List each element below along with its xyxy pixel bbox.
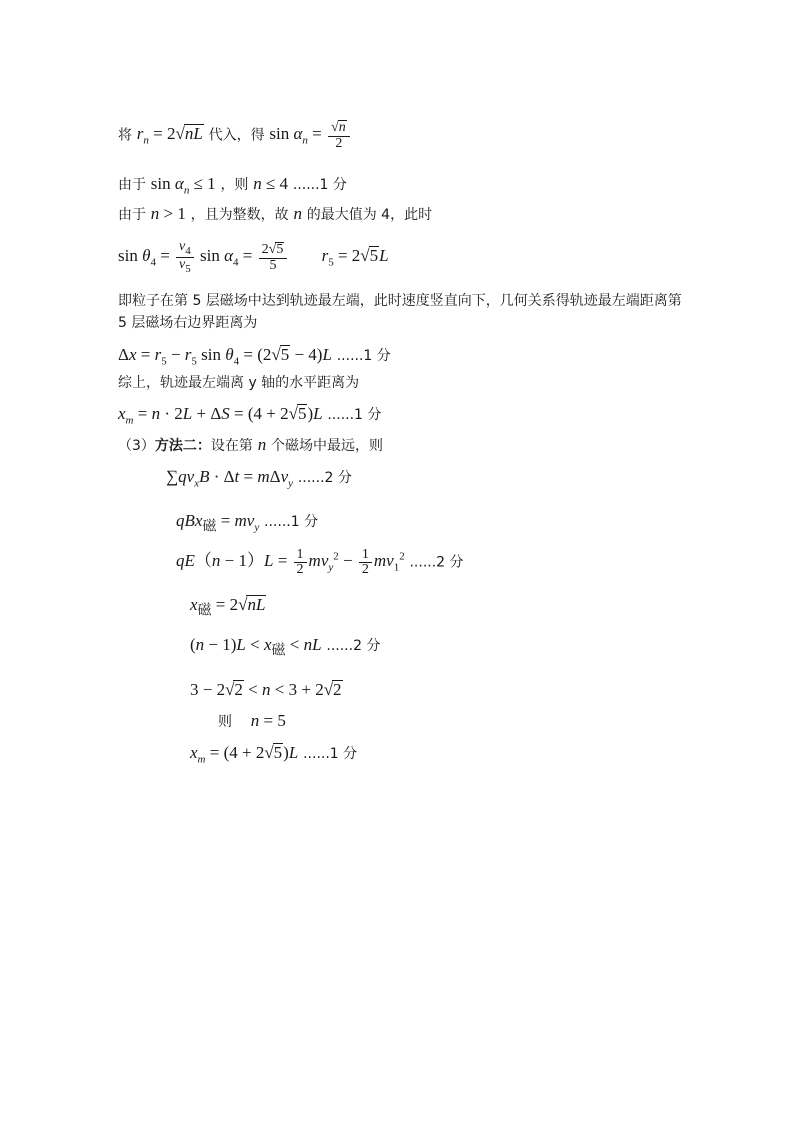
text-summary: 综上，轨迹最左端离 y 轴的水平距离为 — [118, 375, 360, 391]
score-mark: ......1 分 — [303, 746, 358, 762]
line-n-range — [190, 680, 343, 699]
text-prefix: 由于 — [118, 207, 146, 223]
line-xm-final — [190, 743, 357, 765]
formula-sin-alpha: $\sin \alpha_n$ = $\frac{√n}{2}$ — [269, 124, 351, 143]
line-delta-x — [118, 345, 391, 367]
line-substitute-rn — [118, 120, 352, 151]
formula-n-gt-1: n > 1 — [150, 204, 186, 223]
score-mark: ......1 分 — [336, 348, 391, 364]
subscript-ci: 磁 — [202, 518, 217, 535]
formula-sin-theta4: $\sin \theta_4$ = $\frac{v_4}{v_5}$ $\sin \alpha_4$ = $\frac{2√5}{5}$ — [118, 246, 294, 265]
formula-n: n — [293, 204, 302, 223]
formula-r5: $r_5 = 2√5L$ — [321, 246, 389, 269]
formula-qbx: $qBx_磁 = mv_y$ — [176, 511, 260, 535]
formula-n-le-4: n ≤ 4 — [253, 174, 289, 193]
text-leftmost-description: 即粒子在第 5 层磁场中达到轨迹最左端，此时速度竖直向下，几何关系得轨迹最左端距离第 — [118, 293, 682, 309]
line-inequality — [190, 636, 380, 657]
question-number: （3） — [118, 438, 155, 454]
formula-n: n — [257, 435, 267, 454]
formula-rn: $r_n = 2√nL$ — [136, 124, 203, 147]
formula-xm: $x_m = n \cdot 2L + \Delta S = (4 + 2√5)L$ — [118, 404, 323, 427]
text-suppose: 设在第 — [210, 438, 253, 454]
subscript-ci: 磁 — [271, 642, 286, 659]
line-n-max — [118, 205, 432, 222]
line-energy — [176, 548, 464, 577]
score-mark: ......2 分 — [409, 554, 464, 571]
text-prefix: 将 — [118, 127, 132, 144]
text-farthest: 个磁场中最远，则 — [270, 438, 383, 454]
line-sin-theta4 — [118, 240, 389, 275]
line-momentum-sum — [166, 468, 352, 489]
score-mark: ......2 分 — [326, 638, 381, 654]
line-n-equals-5 — [218, 712, 286, 729]
text-then: ，则 — [220, 177, 249, 193]
score-mark: ......1 分 — [327, 407, 382, 423]
line-sin-condition — [118, 175, 347, 196]
score-mark: ......1 分 — [292, 177, 347, 193]
line-xm — [118, 404, 381, 426]
formula-xm-final: $x_m = (4 + 2√5)L$ — [190, 743, 299, 766]
formula-n-range: 3 − 2√2 < n < 3 + 2√2 — [190, 680, 342, 699]
method-label: 方法二： — [154, 438, 211, 454]
text-max-value: 的最大值为 4，此时 — [306, 207, 433, 223]
line-qbx — [176, 512, 318, 533]
formula-x-ci: $x_磁 = 2√nL$ — [190, 595, 266, 619]
text-then: 则 — [218, 714, 232, 730]
text-boundary-distance: 5 层磁场右边界距离为 — [118, 315, 258, 331]
text-prefix: 由于 — [118, 177, 146, 193]
formula-energy: qE（n − 1）L = $\frac{1}{2}$ $mv_y^2$ − $\frac{1}{2}$ $mv_1^2$ — [176, 547, 405, 577]
text-substitute: 代入，得 — [208, 127, 265, 144]
subscript-ci: 磁 — [197, 602, 212, 619]
score-mark: ......2 分 — [297, 470, 352, 486]
line-method-two — [118, 436, 383, 453]
text-integer: ，且为整数，故 — [190, 207, 289, 223]
formula-inequality: $(n - 1)L < x_磁$ < nL — [190, 635, 322, 659]
formula-momentum-sum: $\sum qv_xB \cdot \Delta t = m\Delta v_y$ — [166, 467, 294, 490]
line-x-ci — [190, 595, 266, 617]
score-mark: ......1 分 — [264, 514, 319, 530]
formula-sin-le-1: $\sin \alpha_n \le 1$ — [150, 174, 216, 197]
formula-delta-x: $\Delta x = r_5 - r_5$ $\sin \theta_4 = (2√5 - 4)L$ — [118, 345, 332, 368]
formula-n-5: n = 5 — [250, 711, 286, 730]
